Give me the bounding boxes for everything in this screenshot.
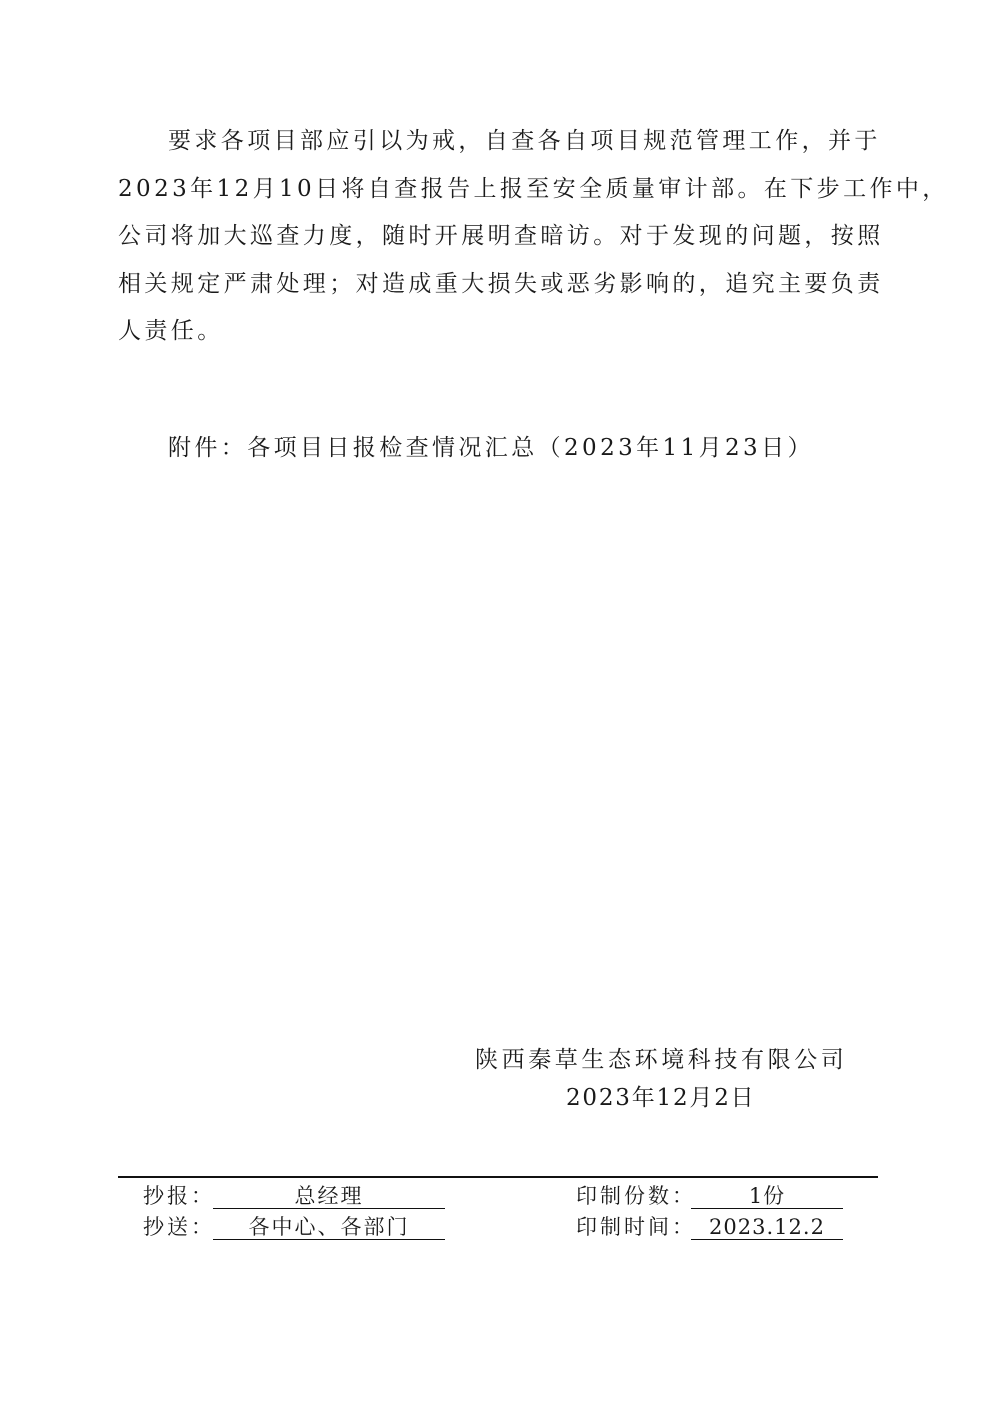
report-to-label: 抄报： [143, 1184, 215, 1208]
print-time-value: 2023.12.2 [691, 1211, 843, 1240]
report-to-value: 总经理 [213, 1180, 445, 1209]
issuer-company: 陕西秦草生态环境科技有限公司 [475, 1047, 848, 1073]
body-line: 人责任。 [118, 318, 224, 344]
copy-to-value: 各中心、各部门 [213, 1211, 445, 1240]
body-line: 相关规定严肃处理；对造成重大损失或恶劣影响的，追究主要负责 [118, 270, 884, 297]
body-paragraph [118, 118, 949, 356]
signature-block [475, 1040, 855, 1116]
copy-to-label: 抄送： [143, 1215, 215, 1239]
issue-date: 2023年12月2日 [566, 1085, 756, 1111]
copies-label: 印制份数： [576, 1184, 696, 1208]
footer-divider [118, 1176, 878, 1178]
copies-value: 1份 [691, 1180, 843, 1209]
body-line: 要求各项目部应引以为戒，自查各自项目规范管理工作，并于 [168, 128, 881, 154]
attachment-note: 附件：各项目日报检查情况汇总（2023年11月23日） [168, 435, 814, 461]
print-time-label: 印制时间： [576, 1215, 696, 1239]
body-line: 公司将加大巡查力度，随时开展明查暗访。对于发现的问题，按照 [118, 223, 884, 249]
body-line: 2023年12月10日将自查报告上报至安全质量审计部。在下步工作中， [118, 175, 949, 202]
